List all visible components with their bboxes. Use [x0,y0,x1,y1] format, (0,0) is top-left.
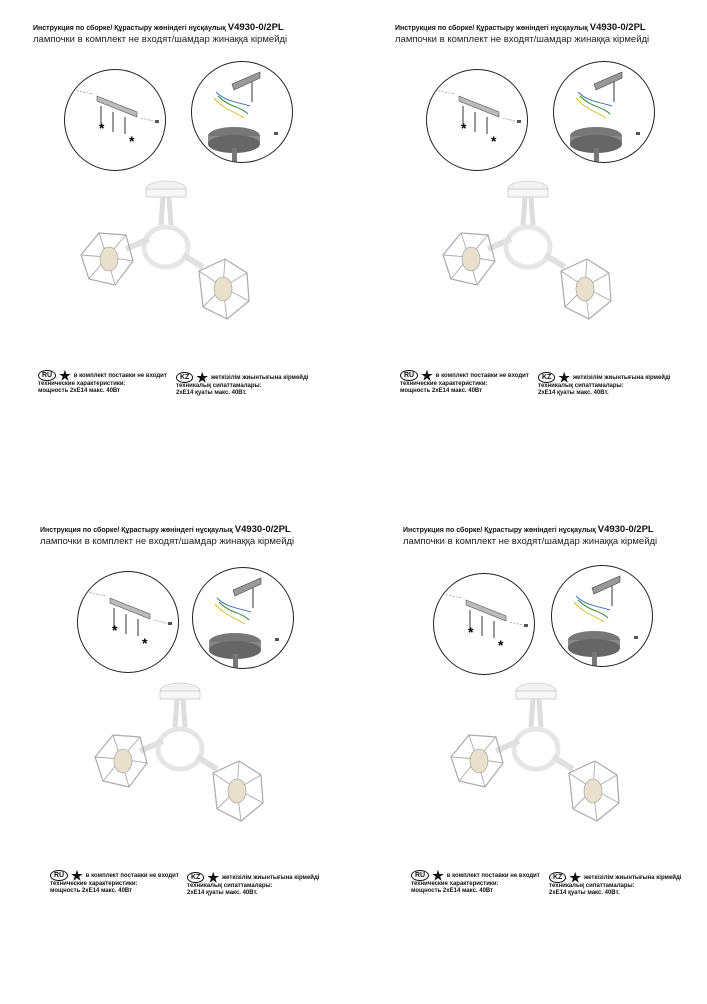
svg-text:*: * [491,133,497,149]
canopy-wiring-diagram [553,61,655,163]
kz-info-block [176,372,308,397]
instruction-subtitle: лампочки в комплект не входят/шамдар жинаққа кірмейді [395,34,650,45]
ru-spec-value: мощность 2хЕ14 макс. 40Вт [38,388,121,395]
svg-text:*: * [112,622,118,638]
mounting-bracket-diagram [433,573,535,675]
svg-text:*: * [129,133,135,149]
ru-spec-value: мощность 2хЕ14 макс. 40Вт [400,388,483,395]
kz-spec-title: техникалық сипаттамалары: [187,883,273,889]
kz-spec-title: техникалық сипаттамалары: [176,383,262,389]
kz-badge: KZ [176,372,193,383]
kz-note: жеткізілім жиынтығына кірмейді [222,875,320,882]
ru-badge: RU [411,870,429,881]
ru-info-block [411,870,540,895]
ru-spec-title: технические характеристики: [411,881,499,887]
ru-note: в комплект поставки не входит [446,873,540,880]
ru-note: в комплект поставки не входит [73,373,167,380]
ru-spec-value: мощность 2хЕ14 макс. 40Вт [50,888,133,895]
ru-info-block [38,370,167,395]
ru-spec-value: мощность 2хЕ14 макс. 40Вт [411,888,494,895]
asterisk-icon: ★ [432,868,444,883]
model-number: V4930-0/2PL [589,22,646,33]
model-number: V4930-0/2PL [227,22,284,33]
ru-spec-title: технические характеристики: [50,881,138,887]
instruction-title: Инструкция по сборке/ Құрастыру жөніндегі нұсқаулық V4930-0/2PL [395,22,646,33]
svg-text:*: * [498,637,504,653]
ru-note: в комплект поставки не входит [85,873,179,880]
instruction-subtitle: лампочки в комплект не входят/шамдар жинаққа кірмейді [40,536,295,547]
ru-info-block [50,870,179,895]
ru-info-block [400,370,529,395]
ru-spec-title: технические характеристики: [400,381,488,387]
kz-spec-value: 2хЕ14 қуаты макс. 40Вт. [549,890,620,897]
kz-badge: KZ [538,372,555,383]
svg-text:*: * [99,120,105,136]
asterisk-icon: ★ [71,868,83,883]
kz-spec-title: техникалық сипаттамалары: [538,383,624,389]
canopy-wiring-diagram [192,567,294,669]
mounting-bracket-diagram [77,571,179,673]
kz-spec-value: 2хЕ14 қуаты макс. 40Вт. [187,890,258,897]
model-number: V4930-0/2PL [597,524,654,535]
mounting-bracket-diagram [64,69,166,171]
kz-note: жеткізілім жиынтығына кірмейді [584,875,682,882]
asterisk-icon: ★ [421,368,433,383]
svg-text:*: * [142,635,148,651]
ru-spec-title: технические характеристики: [38,381,126,387]
kz-spec-value: 2хЕ14 қуаты макс. 40Вт. [176,390,247,397]
kz-badge: KZ [187,872,204,883]
ru-badge: RU [38,370,56,381]
instruction-panel-bottom-right [403,524,707,1004]
instruction-panel-bottom-left [40,524,380,1004]
instruction-panel-top-right [395,22,707,502]
kz-info-block [538,372,670,397]
mounting-bracket-diagram [426,69,528,171]
canopy-wiring-diagram [191,61,293,163]
lamp-illustration [433,177,623,327]
instruction-subtitle: лампочки в комплект не входят/шамдар жинаққа кірмейді [33,34,288,45]
ru-badge: RU [400,370,418,381]
canopy-wiring-diagram [551,565,653,667]
kz-info-block [549,872,681,897]
model-number: V4930-0/2PL [234,524,291,535]
lamp-illustration [71,177,261,327]
asterisk-icon: ★ [558,370,570,385]
svg-text:*: * [461,120,467,136]
instruction-subtitle: лампочки в комплект не входят/шамдар жинаққа кірмейді [403,536,658,547]
instruction-panel-top-left [33,22,373,502]
kz-badge: KZ [549,872,566,883]
kz-spec-value: 2хЕ14 қуаты макс. 40Вт. [538,390,609,397]
asterisk-icon: ★ [196,370,208,385]
asterisk-icon: ★ [59,368,71,383]
asterisk-icon: ★ [207,870,219,885]
ru-badge: RU [50,870,68,881]
instruction-title: Инструкция по сборке/ Құрастыру жөніндегі нұсқаулық V4930-0/2PL [40,524,291,535]
ru-note: в комплект поставки не входит [435,373,529,380]
instruction-title: Инструкция по сборке/ Құрастыру жөніндегі нұсқаулық V4930-0/2PL [403,524,654,535]
lamp-illustration [441,679,631,829]
lamp-illustration [85,679,275,829]
svg-text:*: * [468,624,474,640]
kz-note: жеткізілім жиынтығына кірмейді [573,375,671,382]
kz-note: жеткізілім жиынтығына кірмейді [211,375,309,382]
asterisk-icon: ★ [569,870,581,885]
kz-spec-title: техникалық сипаттамалары: [549,883,635,889]
instruction-title: Инструкция по сборке/ Құрастыру жөніндегі нұсқаулық V4930-0/2PL [33,22,284,33]
kz-info-block [187,872,319,897]
